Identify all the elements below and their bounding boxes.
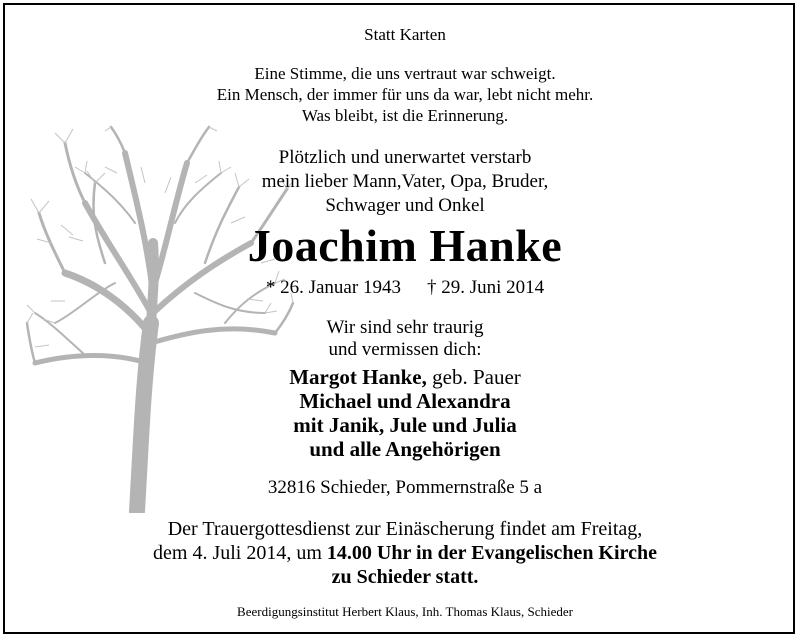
poem-line-3: Was bleibt, ist die Erinnerung. xyxy=(301,106,509,125)
statt-karten-heading: Statt Karten xyxy=(364,25,446,44)
service-line-1: Der Trauergottesdienst zur Einäscherung findet am Freitag, xyxy=(167,518,643,540)
poem-line-1: Eine Stimme, die uns vertraut war schweigt. xyxy=(254,64,556,83)
widow-name: Margot Hanke, xyxy=(289,365,427,389)
announcement-line-1: Plötzlich und unerwartet verstarb xyxy=(278,147,532,168)
mourning-line-2: und vermissen dich: xyxy=(328,339,482,360)
birth-date: * 26. Januar 1943 xyxy=(265,277,401,298)
mourning-line-1: Wir sind sehr traurig xyxy=(326,317,484,338)
service-time-place: 14.00 Uhr in der Evangelischen Kirche xyxy=(326,542,657,564)
obituary-notice xyxy=(3,3,795,634)
service-line-2 xyxy=(5,542,795,565)
funeral-home-footer: Beerdigungsinstitut Herbert Klaus, Inh. Thomas Klaus, Schieder xyxy=(237,604,573,619)
mourner-address: 32816 Schieder, Pommernstraße 5 a xyxy=(267,477,543,498)
family-line-4: und alle Angehörigen xyxy=(309,437,501,461)
death-date: † 29. Juni 2014 xyxy=(426,277,545,298)
family-line-3: mit Janik, Jule und Julia xyxy=(293,413,517,437)
life-dates xyxy=(5,277,795,299)
announcement-line-3: Schwager und Onkel xyxy=(325,195,485,216)
service-line-3: zu Schieder statt. xyxy=(331,566,479,588)
poem-line-2: Ein Mensch, der immer für uns da war, lebt nicht mehr. xyxy=(216,85,594,104)
family-line-1 xyxy=(5,365,795,390)
service-date: dem 4. Juli 2014, um xyxy=(153,542,327,564)
widow-maiden-name: geb. Pauer xyxy=(426,365,521,389)
announcement-line-2: mein lieber Mann,Vater, Opa, Bruder, xyxy=(261,171,549,192)
deceased-name: Joachim Hanke xyxy=(247,220,563,271)
family-line-2: Michael und Alexandra xyxy=(299,389,511,413)
